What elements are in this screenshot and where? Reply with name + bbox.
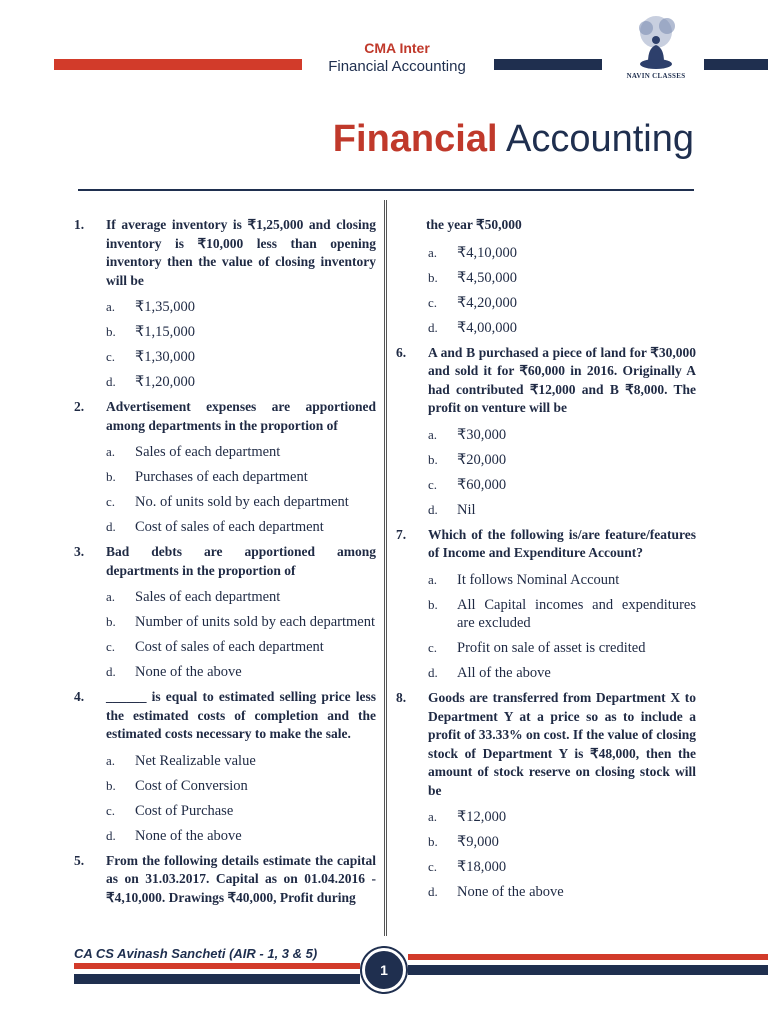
option [74,613,376,632]
option [74,468,376,487]
option-text: ₹4,20,000 [457,294,517,311]
option-letter: d. [428,884,438,899]
option-text: ₹18,000 [457,859,507,875]
right-column [396,216,696,908]
option-letter: b. [428,451,438,467]
option-letter: c. [106,639,116,654]
option-letter: d. [428,501,438,517]
option-text: ₹1,20,000 [135,374,195,390]
option-text: ₹1,35,000 [135,299,195,315]
option-text: Nil [457,501,476,518]
question-6 [396,344,696,418]
question-number: 1. [74,217,85,232]
question-text: Which of the following is/are feature/features of Income and Expenditure Account? [428,526,696,560]
option-letter: a. [106,752,116,768]
page-title [200,118,694,161]
option [396,571,696,590]
option-letter: c. [428,859,438,874]
option-letter: d. [428,319,438,335]
option [396,596,696,633]
option-text: ₹12,000 [457,809,507,825]
option-text: ₹1,15,000 [135,324,195,340]
option-text: No. of units sold by each department [135,494,349,510]
page-title-highlight: Financial [332,118,498,160]
option-text: Net Realizable value [135,752,256,769]
question-5-continuation: the year ₹50,000 [426,217,522,232]
option-text: Cost of Purchase [135,802,234,819]
footer-navy-bar-left [74,974,360,984]
question-1 [74,216,376,290]
option-letter: c. [428,294,438,310]
question-text: From the following details estimate the capital as on 31.03.2017. Capital as on 01.04.2016 - ₹4,10,000. Drawings ₹40,000, Profit during [106,852,376,905]
option [74,588,376,607]
option [396,883,696,902]
header-subject: Financial Accounting [328,58,466,75]
option-letter: b. [106,777,116,793]
page-title-rest: Accounting [505,118,694,160]
option-letter: a. [428,426,438,442]
question-number: 5. [74,852,85,868]
option-letter: a. [428,809,438,824]
option [74,638,376,657]
question-number: 6. [396,344,407,360]
question-number: 2. [74,399,85,414]
option-text: ₹4,10,000 [457,244,517,261]
left-column [74,216,376,915]
question-text: If average inventory is ₹1,25,000 and closing inventory is ₹10,000 less than opening inventory then the value of closing inventory will be [106,217,376,288]
option-text: ₹60,000 [457,476,507,493]
option [396,639,696,658]
option-text: Cost of Conversion [135,777,248,794]
footer-author: CA CS Avinash Sancheti (AIR - 1, 3 & 5) [74,946,318,961]
question-text: Advertisement expenses are apportioned among departments in the proportion of [106,399,376,433]
option-text: Purchases of each department [135,469,308,485]
footer-navy-bar-right [408,965,768,975]
option [74,493,376,512]
question-number: 7. [396,526,407,542]
option-letter: b. [106,324,116,339]
option [396,319,696,338]
option-text: None of the above [135,664,242,680]
option [74,663,376,682]
header-navy-bar [494,59,602,70]
option-text: ₹1,30,000 [135,349,195,365]
option [74,802,376,821]
question-text: ______ is equal to estimated selling price less the estimated costs of completion and the estimated costs necessary to make the sale. [106,689,376,741]
option [396,664,696,683]
header-navy-bar-right [704,59,768,70]
option-letter: a. [106,589,116,604]
option-letter: a. [106,444,116,459]
question-text: A and B purchased a piece of land for ₹30,000 and sold it for ₹60,000 in 2016. Originally A had contributed ₹12,000 and B ₹8,000. The profit on venture will be [428,344,696,415]
option [396,858,696,877]
footer-red-bar-left [74,963,360,969]
option-text: None of the above [457,884,564,900]
page-number: 1 [362,948,406,992]
option [396,244,696,263]
option-letter: d. [106,519,116,534]
option-text: ₹9,000 [457,834,499,850]
title-divider [78,189,694,191]
option [396,833,696,852]
option-letter: c. [428,476,438,492]
option-text: None of the above [135,827,242,844]
option-text: ₹30,000 [457,426,507,443]
option [396,269,696,288]
option [396,808,696,827]
option [74,348,376,367]
question-7 [396,526,696,563]
logo-text: NAVIN CLASSES [626,72,686,80]
option-letter: c. [428,640,438,655]
option-letter: b. [106,614,116,629]
option [74,373,376,392]
option-text: Profit on sale of asset is credited [457,640,646,656]
question-number: 4. [74,689,85,704]
question-number: 8. [396,690,407,705]
option-letter: a. [428,244,438,260]
option-text: Number of units sold by each department [135,614,375,630]
option-letter: c. [106,349,116,364]
option-text: ₹4,00,000 [457,319,517,336]
option-text: ₹20,000 [457,451,507,468]
option [74,827,376,846]
option [396,451,696,470]
question-number: 3. [74,544,85,559]
option [74,752,376,771]
question-text: Bad debts are apportioned among departments in the proportion of [106,544,376,578]
column-divider [384,200,387,936]
option [396,426,696,445]
option-text: Cost of sales of each department [135,519,324,535]
option-text: Cost of sales of each department [135,639,324,655]
question-3 [74,543,376,580]
question-4 [74,688,376,744]
option-letter: c. [106,802,116,818]
option [74,777,376,796]
option [74,443,376,462]
option-letter: b. [428,596,438,612]
option [396,476,696,495]
header-course: CMA Inter [364,40,430,56]
option-letter: d. [106,374,116,389]
option-text: ₹4,50,000 [457,269,517,286]
question-text: Goods are transferred from Department X to Department Y at a price so as to include a profit of 33.33% on cost. If the value of closing stock of Department Y is ₹48,000, then the amount of stock reserve on closing stock will be [428,690,696,798]
option-letter: b. [428,269,438,285]
option-letter: b. [106,469,116,484]
option-letter: a. [428,571,438,587]
question-5 [74,852,376,908]
option-letter: b. [428,834,438,849]
footer-red-bar-right [408,954,768,960]
question-8 [396,689,696,800]
option [74,323,376,342]
option-letter: d. [106,664,116,679]
option [396,501,696,520]
option-text: Sales of each department [135,444,281,460]
option-letter: a. [106,299,116,314]
option-text: It follows Nominal Account [457,571,620,588]
option-letter: d. [106,827,116,843]
header-red-bar [54,59,302,70]
option [74,298,376,317]
option-text: All of the above [457,665,551,681]
option [396,294,696,313]
option-letter: c. [106,494,116,509]
option-text: Sales of each department [135,589,281,605]
option [74,518,376,537]
question-2 [74,398,376,435]
option-text: All Capital incomes and expenditures are excluded [457,596,696,631]
option-letter: d. [428,665,438,680]
